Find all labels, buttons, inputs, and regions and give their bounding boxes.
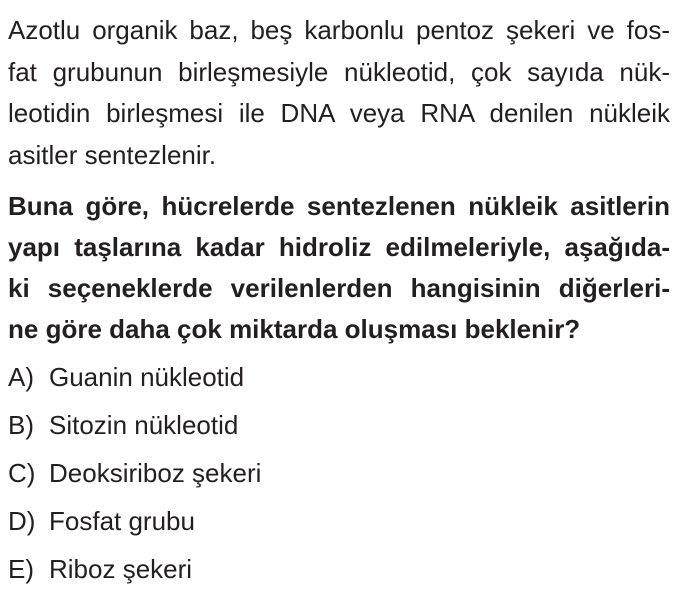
option-letter: E) [8, 554, 34, 584]
option-letter: C) [8, 458, 36, 488]
option-e[interactable] [8, 554, 670, 602]
question-line: ne göre daha çok miktarda oluşması beklenir? [8, 314, 581, 344]
intro-paragraph [8, 10, 670, 176]
option-c[interactable] [8, 458, 670, 506]
option-letter: B) [8, 410, 34, 440]
option-d[interactable] [8, 506, 670, 554]
intro-line: asitler sentezlenir. [8, 139, 217, 170]
question-stem [8, 186, 670, 350]
option-b[interactable] [8, 410, 670, 458]
intro-line: fat grubunun birleşmesiyle nükleotid, çok sayıda nük- [8, 56, 670, 87]
option-text: Riboz şekeri [49, 554, 193, 584]
question-page [8, 10, 670, 602]
option-a[interactable] [8, 362, 670, 410]
question-line: Buna göre, hücrelerde sentezlenen nükleik asitlerin [8, 191, 670, 221]
option-letter: D) [8, 506, 36, 536]
option-text: Fosfat grubu [49, 506, 195, 536]
question-line: yapı taşlarına kadar hidroliz edilmeleriyle, aşağıda- [8, 232, 670, 262]
option-text: Sitozin nükleotid [49, 410, 239, 440]
intro-line: Azotlu organik baz, beş karbonlu pentoz şekeri ve fos- [8, 15, 670, 45]
option-letter: A) [8, 362, 34, 392]
intro-line: leotidin birleşmesi ile DNA veya RNA denilen nükleik [8, 98, 670, 128]
answer-options [8, 362, 670, 602]
option-text: Deoksiriboz şekeri [49, 458, 262, 488]
option-text: Guanin nükleotid [49, 362, 245, 392]
question-line: ki seçeneklerde verilenlerden hangisinin diğerleri- [8, 273, 670, 303]
